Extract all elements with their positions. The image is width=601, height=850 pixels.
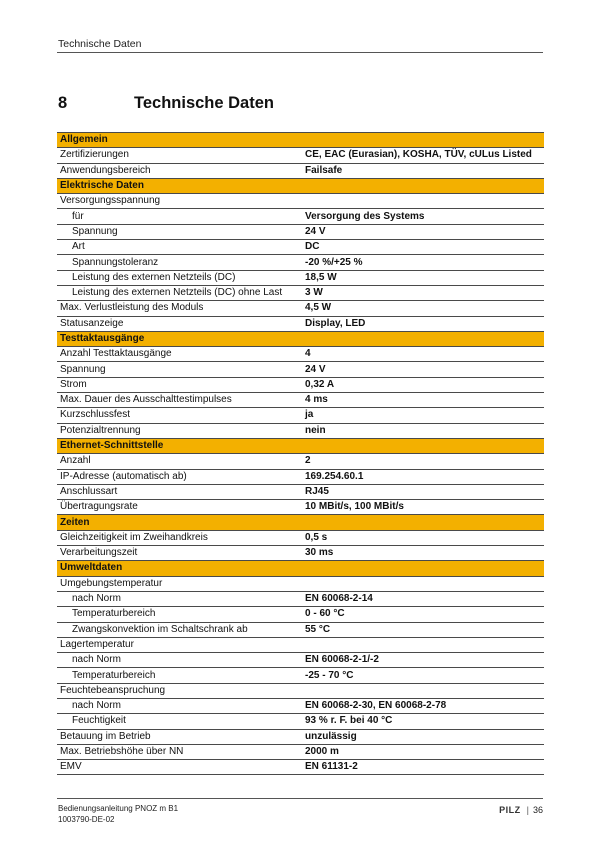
row-value: 169.254.60.1 [302,469,544,484]
row-value: 18,5 W [302,270,544,285]
row-value: 3 W [302,285,544,300]
table-subrow [57,653,544,668]
row-value: Display, LED [302,316,544,331]
row-label: Spannungstoleranz [57,255,302,270]
row-label: Anschlussart [57,484,302,499]
table-subrow [57,209,544,224]
table-row [57,576,544,591]
row-label: Leistung des externen Netzteils (DC) ohne Last [57,285,302,300]
table-row [57,163,544,178]
table-subrow [57,224,544,239]
row-label: Art [57,240,302,255]
table-row [57,454,544,469]
table-row [57,347,544,362]
table-subrow [57,270,544,285]
row-value: CE, EAC (Eurasian), KOSHA, TÜV, cULus Listed [302,148,544,163]
footer-right [499,805,543,815]
row-label: IP-Adresse (automatisch ab) [57,469,302,484]
table-row [57,393,544,408]
row-value: 0 - 60 °C [302,607,544,622]
section-title: Testtaktausgänge [57,331,544,346]
manual-title: Bedienungsanleitung PNOZ m B1 [58,804,179,813]
row-label: Spannung [57,362,302,377]
section-title: Zeiten [57,515,544,530]
table-row [57,148,544,163]
row-label: Zwangskonvektion im Schaltschrank ab [57,622,302,637]
row-value: 4 [302,347,544,362]
row-label: für [57,209,302,224]
row-value: 4 ms [302,393,544,408]
row-value: 2 [302,454,544,469]
table-row [57,530,544,545]
row-label: Gleichzeitigkeit im Zweihandkreis [57,530,302,545]
footer-separator: | [526,805,529,815]
section-header-row [57,515,544,530]
row-label: Temperaturbereich [57,607,302,622]
row-label: Max. Betriebshöhe über NN [57,744,302,759]
row-value: RJ45 [302,484,544,499]
footer-left [58,803,178,825]
table-subrow [57,285,544,300]
row-label: Anzahl Testtaktausgänge [57,347,302,362]
table-row [57,469,544,484]
row-label: Verarbeitungszeit [57,546,302,561]
table-row [57,316,544,331]
row-value: 4,5 W [302,301,544,316]
row-label: Übertragungsrate [57,500,302,515]
row-value: 24 V [302,362,544,377]
table-row [57,744,544,759]
row-value: EN 60068-2-14 [302,591,544,606]
row-label: Umgebungstemperatur [57,576,302,591]
table-subrow [57,240,544,255]
row-value: unzulässig [302,729,544,744]
row-value: ja [302,408,544,423]
row-label: EMV [57,760,302,775]
row-value [302,576,544,591]
row-value: 30 ms [302,546,544,561]
table-row [57,362,544,377]
row-label: Betauung im Betrieb [57,729,302,744]
table-row [57,637,544,652]
section-title: Elektrische Daten [57,178,544,193]
row-label: Statusanzeige [57,316,302,331]
row-label: Max. Dauer des Ausschalttestimpulses [57,393,302,408]
footer-rule [57,798,543,799]
section-title: Umweltdaten [57,561,544,576]
row-value: 0,5 s [302,530,544,545]
section-header-row [57,178,544,193]
table-row [57,377,544,392]
row-label: Versorgungsspannung [57,194,302,209]
header-rule [57,52,543,53]
section-header-row [57,133,544,148]
row-value: 10 MBit/s, 100 MBit/s [302,500,544,515]
row-value: EN 61131-2 [302,760,544,775]
row-value: DC [302,240,544,255]
row-label: Strom [57,377,302,392]
table-row [57,683,544,698]
row-value: Failsafe [302,163,544,178]
row-label: Spannung [57,224,302,239]
row-value: 2000 m [302,744,544,759]
row-value: 93 % r. F. bei 40 °C [302,714,544,729]
doc-number: 1003790-DE-02 [58,815,115,824]
section-header-row [57,331,544,346]
table-row [57,301,544,316]
chapter-number: 8 [58,94,68,112]
section-header-row [57,438,544,453]
row-value [302,683,544,698]
table-row [57,546,544,561]
table-row [57,408,544,423]
row-value [302,637,544,652]
table-subrow [57,714,544,729]
table-subrow [57,698,544,713]
row-label: Zertifizierungen [57,148,302,163]
chapter-title: Technische Daten [134,94,274,112]
section-title: Ethernet-Schnittstelle [57,438,544,453]
row-label: Potenzialtrennung [57,423,302,438]
table-subrow [57,622,544,637]
row-value: EN 60068-2-30, EN 60068-2-78 [302,698,544,713]
page-number: 36 [532,805,543,815]
section-header-row [57,561,544,576]
row-label: Temperaturbereich [57,668,302,683]
running-header: Technische Daten [58,38,142,50]
row-value: 55 °C [302,622,544,637]
pilz-logo: PILZ [499,805,521,815]
row-value: 0,32 A [302,377,544,392]
row-value [302,194,544,209]
table-row [57,729,544,744]
row-label: Max. Verlustleistung des Moduls [57,301,302,316]
row-label: Anzahl [57,454,302,469]
row-label: nach Norm [57,698,302,713]
row-label: Anwendungsbereich [57,163,302,178]
table-row [57,500,544,515]
row-value: -25 - 70 °C [302,668,544,683]
table-row [57,423,544,438]
row-label: nach Norm [57,591,302,606]
table-subrow [57,607,544,622]
row-label: Lagertemperatur [57,637,302,652]
row-label: Feuchtebeanspruchung [57,683,302,698]
row-value: 24 V [302,224,544,239]
chapter-heading [58,94,274,113]
row-value: -20 %/+25 % [302,255,544,270]
row-label: nach Norm [57,653,302,668]
section-title: Allgemein [57,133,544,148]
row-label: Kurzschlussfest [57,408,302,423]
row-value: Versorgung des Systems [302,209,544,224]
table-subrow [57,591,544,606]
row-value: EN 60068-2-1/-2 [302,653,544,668]
technical-data-table [57,132,544,775]
table-subrow [57,668,544,683]
row-label: Feuchtigkeit [57,714,302,729]
table-row [57,484,544,499]
row-value: nein [302,423,544,438]
table-row [57,760,544,775]
row-label: Leistung des externen Netzteils (DC) [57,270,302,285]
table-subrow [57,255,544,270]
table-row [57,194,544,209]
